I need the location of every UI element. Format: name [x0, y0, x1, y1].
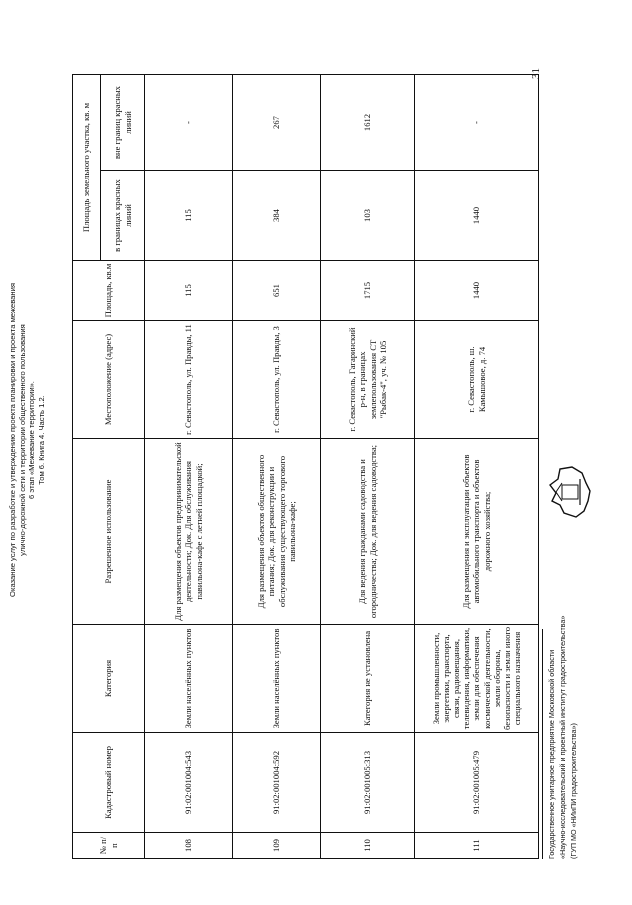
header-line: Том 6. Книга 4. Часть 1.2.	[36, 395, 46, 485]
niipi-logo-icon	[546, 461, 594, 523]
header-land-area: Площадь земельного участка, кв. м	[73, 75, 101, 261]
cell-area: 115	[145, 261, 233, 321]
document-footer	[546, 616, 579, 859]
page-number: 31	[530, 68, 542, 79]
cell-num: 108	[145, 833, 233, 859]
header-num: № п/п	[73, 833, 145, 859]
header-category: Категория	[73, 625, 145, 733]
cell-within-red: 115	[145, 171, 233, 261]
land-plots-table	[72, 74, 539, 859]
cell-num: 110	[321, 833, 415, 859]
footer-divider	[542, 629, 543, 859]
cell-num: 109	[233, 833, 321, 859]
cell-category: Земли населённых пунктов	[145, 625, 233, 733]
footer-line: «Научно-исследовательский и проектный институт градостроительства»	[558, 615, 567, 859]
cell-cadastral: 91:02:001004:592	[233, 733, 321, 833]
cell-location: г. Севастополь, ш. Камышовое, д. 74	[415, 321, 539, 439]
cell-permitted-use: Для размещения объектов общественного питания; Док. для реконструкции и обслуживания существующего торгового павильона-кафе;	[233, 439, 321, 625]
cell-cadastral: 91:02:001005:313	[321, 733, 415, 833]
cell-outside-red: -	[145, 75, 233, 171]
header-location: Местоположение (адрес)	[73, 321, 145, 439]
table-row	[321, 75, 415, 859]
cell-category: Категория не установлена	[321, 625, 415, 733]
cell-within-red: 384	[233, 171, 321, 261]
cell-outside-red: 267	[233, 75, 321, 171]
cell-category: Земли промышленности, энергетики, транспорта, связи, радиовещания, телевидения, информатики, земли для обеспечения космической деятельности, земли обороны, безопасности и земли иного специального назначения	[415, 625, 539, 733]
cell-cadastral: 91:02:001005:479	[415, 733, 539, 833]
cell-location: г. Севастополь, ул. Правды, 3	[233, 321, 321, 439]
footer-line: (ГУП МО «НИиПИ градостроительства»)	[569, 723, 578, 859]
cell-area: 1440	[415, 261, 539, 321]
cell-location: г. Севастополь, Гагаринский р-н, в границах землепользования СТ "Рыбак-4", уч. № 105	[321, 321, 415, 439]
cell-within-red: 1440	[415, 171, 539, 261]
cell-location: г. Севастополь, ул. Правды, 11	[145, 321, 233, 439]
cell-area: 651	[233, 261, 321, 321]
document-header	[8, 185, 46, 695]
cell-within-red: 103	[321, 171, 415, 261]
cell-permitted-use: Для размещения и эксплуатации объектов автомобильного транспорта и объектов дорожного хозяйства;	[415, 439, 539, 625]
table-row	[233, 75, 321, 859]
table-row	[415, 75, 539, 859]
cell-outside-red: 1612	[321, 75, 415, 171]
header-line: Оказание услуг по разработке и утверждению проекта планировки и проекта межевания	[8, 283, 17, 597]
header-within-red: в границах красных линий	[101, 171, 145, 261]
footer-line: Государственное унитарное предприятие Московской области	[547, 649, 556, 859]
cell-outside-red: -	[415, 75, 539, 171]
cell-permitted-use: Для ведения гражданами садоводства и огородничества; Док. для ведения садоводства;	[321, 439, 415, 625]
cell-area: 1715	[321, 261, 415, 321]
table-row	[145, 75, 233, 859]
header-line: 6 этап «Межевание территории».	[27, 381, 37, 499]
header-outside-red: вне границ красных линий	[101, 75, 145, 171]
cell-category: Земли населённых пунктов	[233, 625, 321, 733]
header-area: Площадь, кв.м	[73, 261, 145, 321]
header-line: улично-дорожной сети и территории общественного пользования	[17, 324, 27, 556]
header-permitted-use: Разрешенное использование	[73, 439, 145, 625]
header-cadastral: Кадастровый номер	[73, 733, 145, 833]
cell-cadastral: 91:02:001004:543	[145, 733, 233, 833]
cell-permitted-use: Для размещения объектов предпринимательской деятельности; Док. Для обслуживания павильона-кафе с летней площадкой;	[145, 439, 233, 625]
cell-num: 111	[415, 833, 539, 859]
